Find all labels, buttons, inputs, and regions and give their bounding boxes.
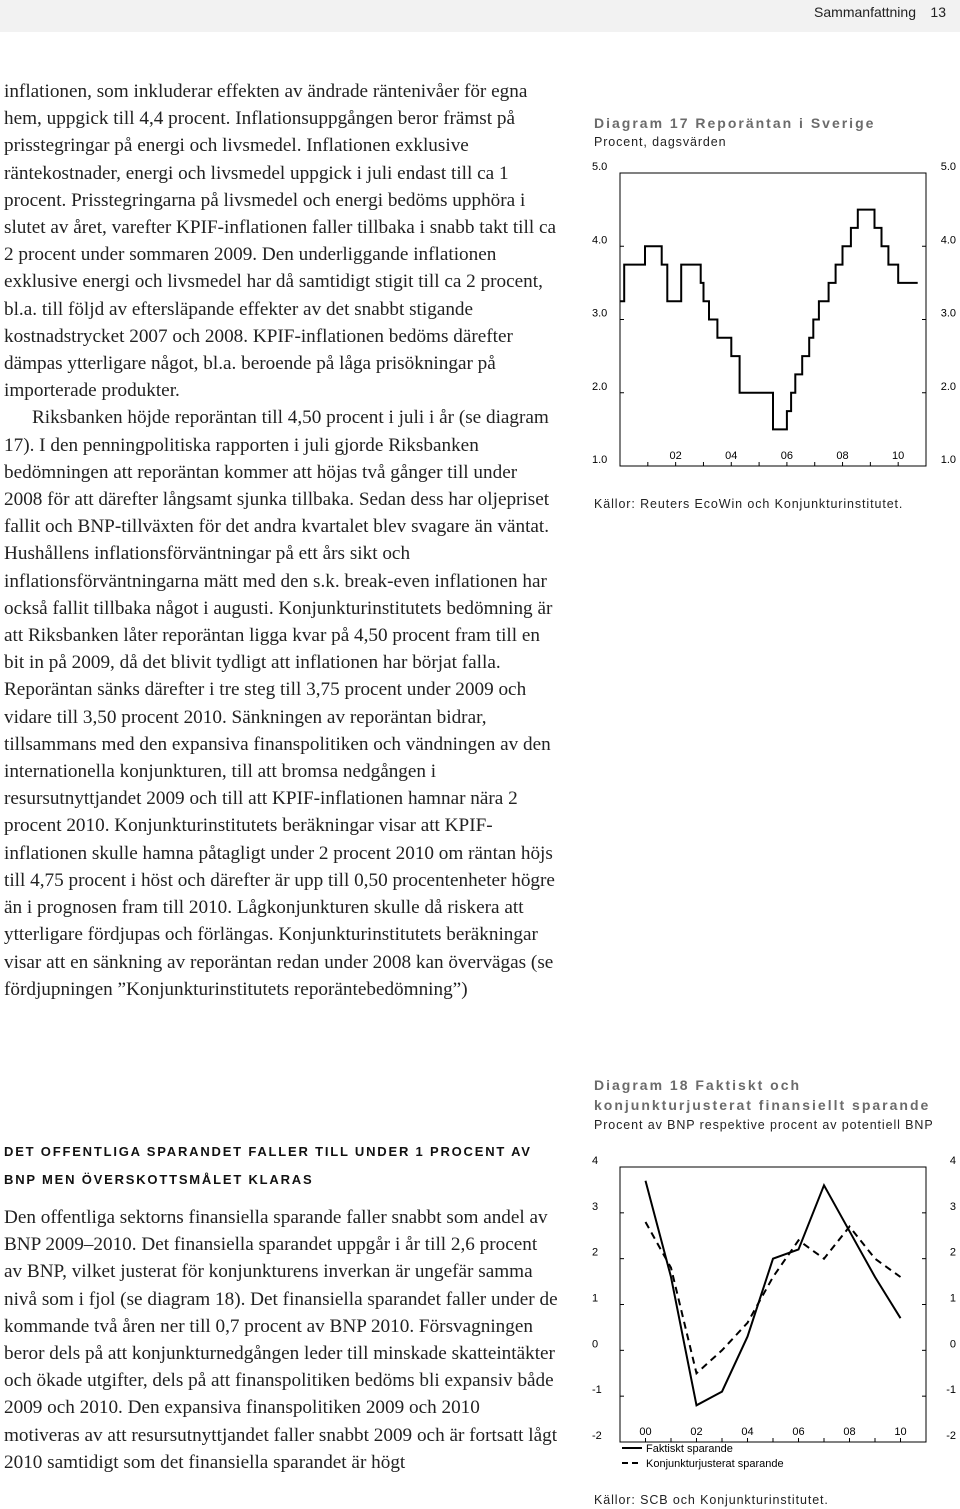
finansiellt-sparande-chart — [588, 1150, 960, 1485]
section-heading: DET OFFENTLIGA SPARANDET FALLER TILL UNDER 1 PROCENT AV BNP MEN ÖVERSKOTTSMÅLET KLARAS — [4, 1144, 532, 1187]
x-tick-label: 06 — [792, 1426, 805, 1438]
chart-legend — [622, 1443, 784, 1470]
y-tick-label: -2 — [592, 1430, 602, 1442]
y-tick-label: 2 — [592, 1246, 599, 1259]
y-tick-label: 2.0 — [940, 380, 956, 393]
x-tick-label: 04 — [741, 1426, 754, 1438]
body-paragraph: Riksbanken höjde reporäntan till 4,50 procent i juli i år (se diagram 17). I den penningpolitiska rapporten i juli gjorde Riksbanken bedömningen att reporäntan kommer att höjas två gånger till under 2008 för att därefter långsamt sjunka tillbaka. Sedan dess har oljepriset fallit och BNP-tillväxten för det andra kvartalet blev svagare än väntat. Hushållens inflationsförväntningar på ett års sikt och inflationsförväntningarna mätt med den s.k. break-even inflationen har också fallit tillbaka något i augusti. Konjunkturinstitutets bedömning är att Riksbanken låter reporäntan ligga kvar på 4,50 procent fram till en bit in på 2009, då det blivit tydligt att inflationen har börjat falla. Reporäntan sänks därefter i tre steg till 3,75 procent under 2009 och vidare till 3,50 procent 2010. Sänkningen av reporäntan bidrar, tillsammans med den expansiva finanspolitiken och vändningen av den internationella konjunkturen, till att bromsa nedgången i resursutnyttjandet 2009 och till att KPIF-inflationen hamnar nära 2 procent 2010. Konjunkturinstitutets beräkningar visar att KPIF-inflationen skulle hamna påtagligt under 2 procent 2010 om räntan höjs till 4,75 procent i höst och därefter är upp till 0,50 procentenheter högre än i prognosen fram till 2010. Lågkonjunkturen skulle då riskera att ytterligare fördjupas och förlängas. Konjunkturinstitutets beräkningar visar att en sänkning av reporäntan redan under 2008 kan övervägas (se fördjupningen ”Konjunkturinstitutets reporäntebedömning”) — [4, 407, 555, 1000]
y-tick-label: 5.0 — [592, 161, 608, 173]
main-text-column — [4, 78, 560, 1003]
series-line-faktiskt — [646, 1181, 901, 1406]
y-tick-label: 2 — [949, 1246, 956, 1259]
y-tick-label: 1.0 — [592, 454, 608, 466]
body-paragraph: Den offentliga sektorns finansiella sparande faller snabbt som andel av BNP 2009–2010. Det finansiella sparandet uppgår i år till 2,6 procent av BNP, vilket justerat för konjunkturens inverkan är ungefär samma nivå som i fjol (se diagram 18). Det finansiella sparandet faller under de kommande två åren ner till 0,7 procent av BNP 2010. Försvagningen beror dels på att konjunkturnedgången leder till minskade skatteintäkter och ökade utgifter, dels på att finanspolitiken bedöms bli expansiv både 2009 och 2010. Den expansiva finanspolitiken 2009 och 2010 motiveras av att resursutnyttjandet faller snabbt 2009 och är fortsatt lågt 2010 samtidigt som det finansiella sparandet är högt — [4, 1207, 558, 1473]
reporanta-chart — [588, 156, 960, 486]
chart-subtitle: Procent, dagsvärden — [594, 135, 727, 149]
x-tick-label: 08 — [843, 1426, 856, 1438]
y-tick-label: -2 — [946, 1430, 956, 1442]
x-tick-label: 06 — [780, 450, 794, 462]
header-section-title: Sammanfattning — [814, 4, 916, 20]
legend-label: Faktiskt sparande — [646, 1443, 733, 1455]
y-tick-label: 4.0 — [940, 234, 956, 247]
y-tick-label: 3.0 — [940, 307, 956, 320]
y-tick-label: 3.0 — [592, 307, 608, 320]
y-tick-label: 0 — [949, 1338, 956, 1351]
y-tick-label: 0 — [592, 1338, 599, 1351]
y-tick-label: -1 — [592, 1384, 602, 1397]
y-tick-label: 4.0 — [592, 234, 608, 247]
y-tick-label: 4 — [949, 1155, 956, 1167]
y-tick-label: 3 — [949, 1200, 956, 1213]
series-line-konjunkturjusterat — [646, 1222, 901, 1373]
x-tick-label: 10 — [894, 1426, 907, 1438]
reporanta-line — [620, 210, 918, 430]
y-tick-label: 5.0 — [940, 161, 956, 173]
x-tick-label: 02 — [669, 450, 682, 462]
y-tick-label: 2.0 — [592, 380, 608, 393]
section-body — [4, 1204, 560, 1476]
x-tick-label: 08 — [836, 450, 849, 462]
y-tick-label: 1 — [949, 1292, 956, 1305]
legend-label: Konjunkturjusterat sparande — [646, 1458, 784, 1470]
chart-source: Källor: Reuters EcoWin och Konjunkturinstitutet. — [594, 497, 904, 511]
chart-title: Diagram 17 Reporäntan i Sverige — [594, 115, 876, 131]
y-tick-label: 4 — [592, 1155, 599, 1167]
x-tick-label: 04 — [725, 450, 738, 462]
chart-subtitle: Procent av BNP respektive procent av potentiell BNP — [594, 1118, 934, 1132]
x-tick-label: 02 — [690, 1426, 703, 1438]
x-tick-label: 10 — [892, 450, 905, 462]
x-tick-label: 00 — [639, 1426, 652, 1438]
plot-frame — [620, 1167, 926, 1442]
page-number: 13 — [930, 4, 946, 20]
y-tick-label: 3 — [592, 1200, 599, 1213]
y-tick-label: 1 — [592, 1292, 599, 1305]
y-tick-label: 1.0 — [940, 454, 956, 466]
body-paragraph: inflationen, som inkluderar effekten av ändrade räntenivåer för egna hem, uppgick till 4,4 procent. Inflationsuppgången beror främst på prisstegringar på energi och livsmedel. Inflationen exklusive räntekostnader, energi och livsmedel uppgick i juli endast till ca 1 procent. Prisstegringarna på livsmedel och energi bedöms upphöra i slutet av året, varefter KPIF-inflationen faller tillbaka i snabb takt till ca 2 procent under sommaren 2009. Den underliggande inflationen exklusive energi och livsmedel har då samtidigt stigit till ca 2 procent, bl.a. till följd av eftersläpande effekter av det snabbt stigande kostnadstrycket 2007 och 2008. KPIF-inflationen bedöms därefter dämpas ytterligare något, bl.a. beroende på låga prisökningar på importerade produkter. — [4, 81, 556, 402]
chart-title: Diagram 18 Faktiskt och konjunkturjusterat finansiellt sparande — [594, 1077, 931, 1113]
chart-source: Källor: SCB och Konjunkturinstitutet. — [594, 1493, 829, 1507]
page-header — [0, 0, 960, 32]
y-tick-label: -1 — [946, 1384, 956, 1397]
